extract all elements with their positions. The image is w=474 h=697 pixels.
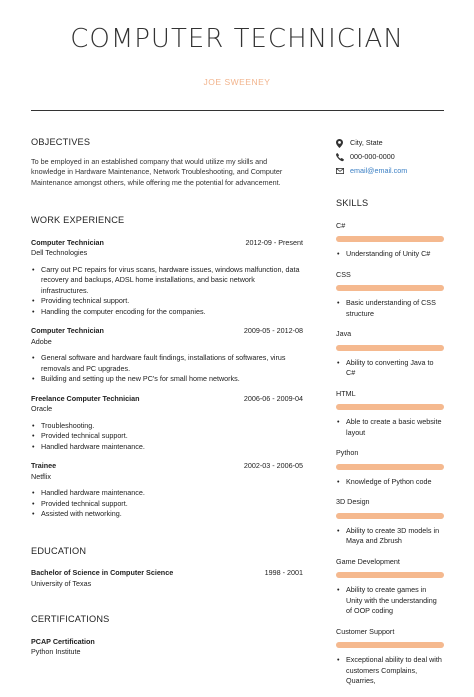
job-duty: • Handling the computer encoding for the companies. — [31, 307, 303, 318]
certifications-heading: CERTIFICATIONS — [31, 614, 110, 624]
job-dates: 2012-09 - Present — [245, 237, 303, 247]
skill-level-fill — [336, 236, 444, 242]
job-duties — [31, 353, 303, 385]
skill-description: • Understanding of Unity C# — [336, 249, 444, 260]
certification-issuer: Python Institute — [31, 647, 81, 656]
contact-email — [336, 164, 444, 178]
education-dates: 1998 - 2001 — [264, 568, 303, 577]
skills-heading: SKILLS — [336, 198, 369, 208]
skill-entry — [336, 221, 444, 260]
objectives-heading: OBJECTIVES — [31, 137, 91, 147]
skill-name: CSS — [336, 269, 351, 279]
skill-description: • Ability to create 3D models in Maya and Zbrush — [336, 526, 444, 547]
location-pin-icon — [336, 139, 348, 148]
email-icon — [336, 168, 348, 174]
resume-title: COMPUTER TECHNICIAN — [70, 24, 404, 54]
location-text: City, State — [350, 137, 383, 147]
job-entry — [31, 394, 303, 453]
contact-location — [336, 136, 444, 150]
skill-description: • Ability to converting Java to C# — [336, 358, 444, 379]
candidate-name: JOE SWEENEY — [203, 77, 271, 87]
job-duty: • Providing technical support. — [31, 296, 303, 307]
job-company: Dell Technologies — [31, 248, 88, 257]
skill-level-bar — [336, 513, 444, 519]
skill-description: • Exceptional ability to deal with customers Complains, Quarries, — [336, 655, 444, 687]
job-duty: • Assisted with networking. — [31, 509, 303, 520]
skill-level-bar — [336, 642, 444, 648]
job-company: Adobe — [31, 336, 52, 346]
header-divider — [31, 110, 444, 111]
skill-level-fill — [336, 345, 444, 351]
skill-name: Python — [336, 448, 359, 457]
phone-icon — [336, 153, 348, 161]
job-duties — [31, 421, 303, 453]
job-duty: • General software and hardware fault findings, installations of softwares, virus removals and PC upgrades. — [31, 353, 303, 374]
job-entry — [31, 238, 303, 318]
skill-level-fill — [336, 513, 444, 519]
skill-description: • Able to create a basic website layout — [336, 417, 444, 438]
skill-level-fill — [336, 572, 444, 578]
job-role: Trainee — [31, 461, 57, 470]
skill-entry — [336, 497, 444, 547]
skill-entry — [336, 627, 444, 687]
skill-entry — [336, 329, 444, 379]
education-heading: EDUCATION — [31, 545, 87, 556]
skill-level-fill — [336, 404, 444, 410]
skill-level-bar — [336, 464, 444, 470]
skill-level-fill — [336, 285, 444, 291]
phone-text: 000-000-0000 — [350, 151, 395, 161]
job-duties — [31, 488, 303, 520]
job-role: Computer Technician — [31, 237, 104, 247]
skill-name: 3D Design — [336, 497, 370, 506]
job-duty: • Building and setting up the new PC's for small home networks. — [31, 374, 303, 385]
job-entry — [31, 326, 303, 385]
skill-name: Customer Support — [336, 626, 395, 636]
skill-entry — [336, 448, 444, 487]
job-duty: • Provided technical support. — [31, 431, 303, 442]
skill-name: Java — [336, 329, 352, 338]
job-company: Oracle — [31, 404, 53, 413]
main-column — [31, 137, 303, 658]
work-experience-heading: WORK EXPERIENCE — [31, 215, 125, 225]
contact-phone — [336, 150, 444, 164]
degree: Bachelor of Science in Computer Science — [31, 568, 174, 577]
skill-level-fill — [336, 464, 444, 470]
skill-level-bar — [336, 285, 444, 291]
skill-entry — [336, 389, 444, 439]
objectives-text: To be employed in an established company that would utilize my skills and knowledge in Hardware Maintenance, Network Troubleshooting, and Computer Maintenance amongst others, while offering me the potential for advancement. — [31, 156, 283, 187]
job-role: Computer Technician — [31, 326, 104, 335]
skill-entry — [336, 557, 444, 617]
certification-name: PCAP Certification — [31, 636, 95, 646]
job-dates: 2002-03 - 2006-05 — [243, 461, 303, 470]
school: University of Texas — [31, 578, 92, 588]
skill-description: • Basic understanding of CSS structure — [336, 298, 444, 319]
job-duty: • Provided technical support. — [31, 499, 303, 510]
skill-level-fill — [336, 642, 444, 648]
job-duty: • Handled hardware maintenance. — [31, 488, 303, 499]
skill-description: • Knowledge of Python code — [336, 477, 444, 488]
sidebar-column — [336, 136, 444, 697]
skill-description: • Ability to create games in Unity with the understanding of OOP coding — [336, 585, 444, 617]
skill-level-bar — [336, 236, 444, 242]
job-role: Freelance Computer Technician — [31, 393, 140, 403]
skill-level-bar — [336, 345, 444, 351]
skill-level-bar — [336, 404, 444, 410]
job-dates: 2006-06 - 2009-04 — [243, 393, 303, 403]
email-link[interactable]: email@email.com — [350, 165, 408, 175]
job-company: Netflix — [31, 471, 51, 481]
skill-name: HTML — [336, 388, 356, 398]
education-entry — [31, 568, 303, 579]
skill-name: Game Development — [336, 556, 400, 566]
job-duties — [31, 265, 303, 318]
job-duty: • Carry out PC repairs for virus scans, hardware issues, windows malfunction, data recovery and backups, ADSL home installations, and basic network infrastructures. — [31, 265, 303, 297]
skill-name: C# — [336, 220, 346, 230]
job-duty: • Troubleshooting. — [31, 421, 303, 432]
job-duty: • Handled hardware maintenance. — [31, 442, 303, 453]
job-dates: 2009-05 - 2012-08 — [243, 326, 303, 335]
job-entry — [31, 461, 303, 520]
skill-entry — [336, 270, 444, 320]
skill-level-bar — [336, 572, 444, 578]
